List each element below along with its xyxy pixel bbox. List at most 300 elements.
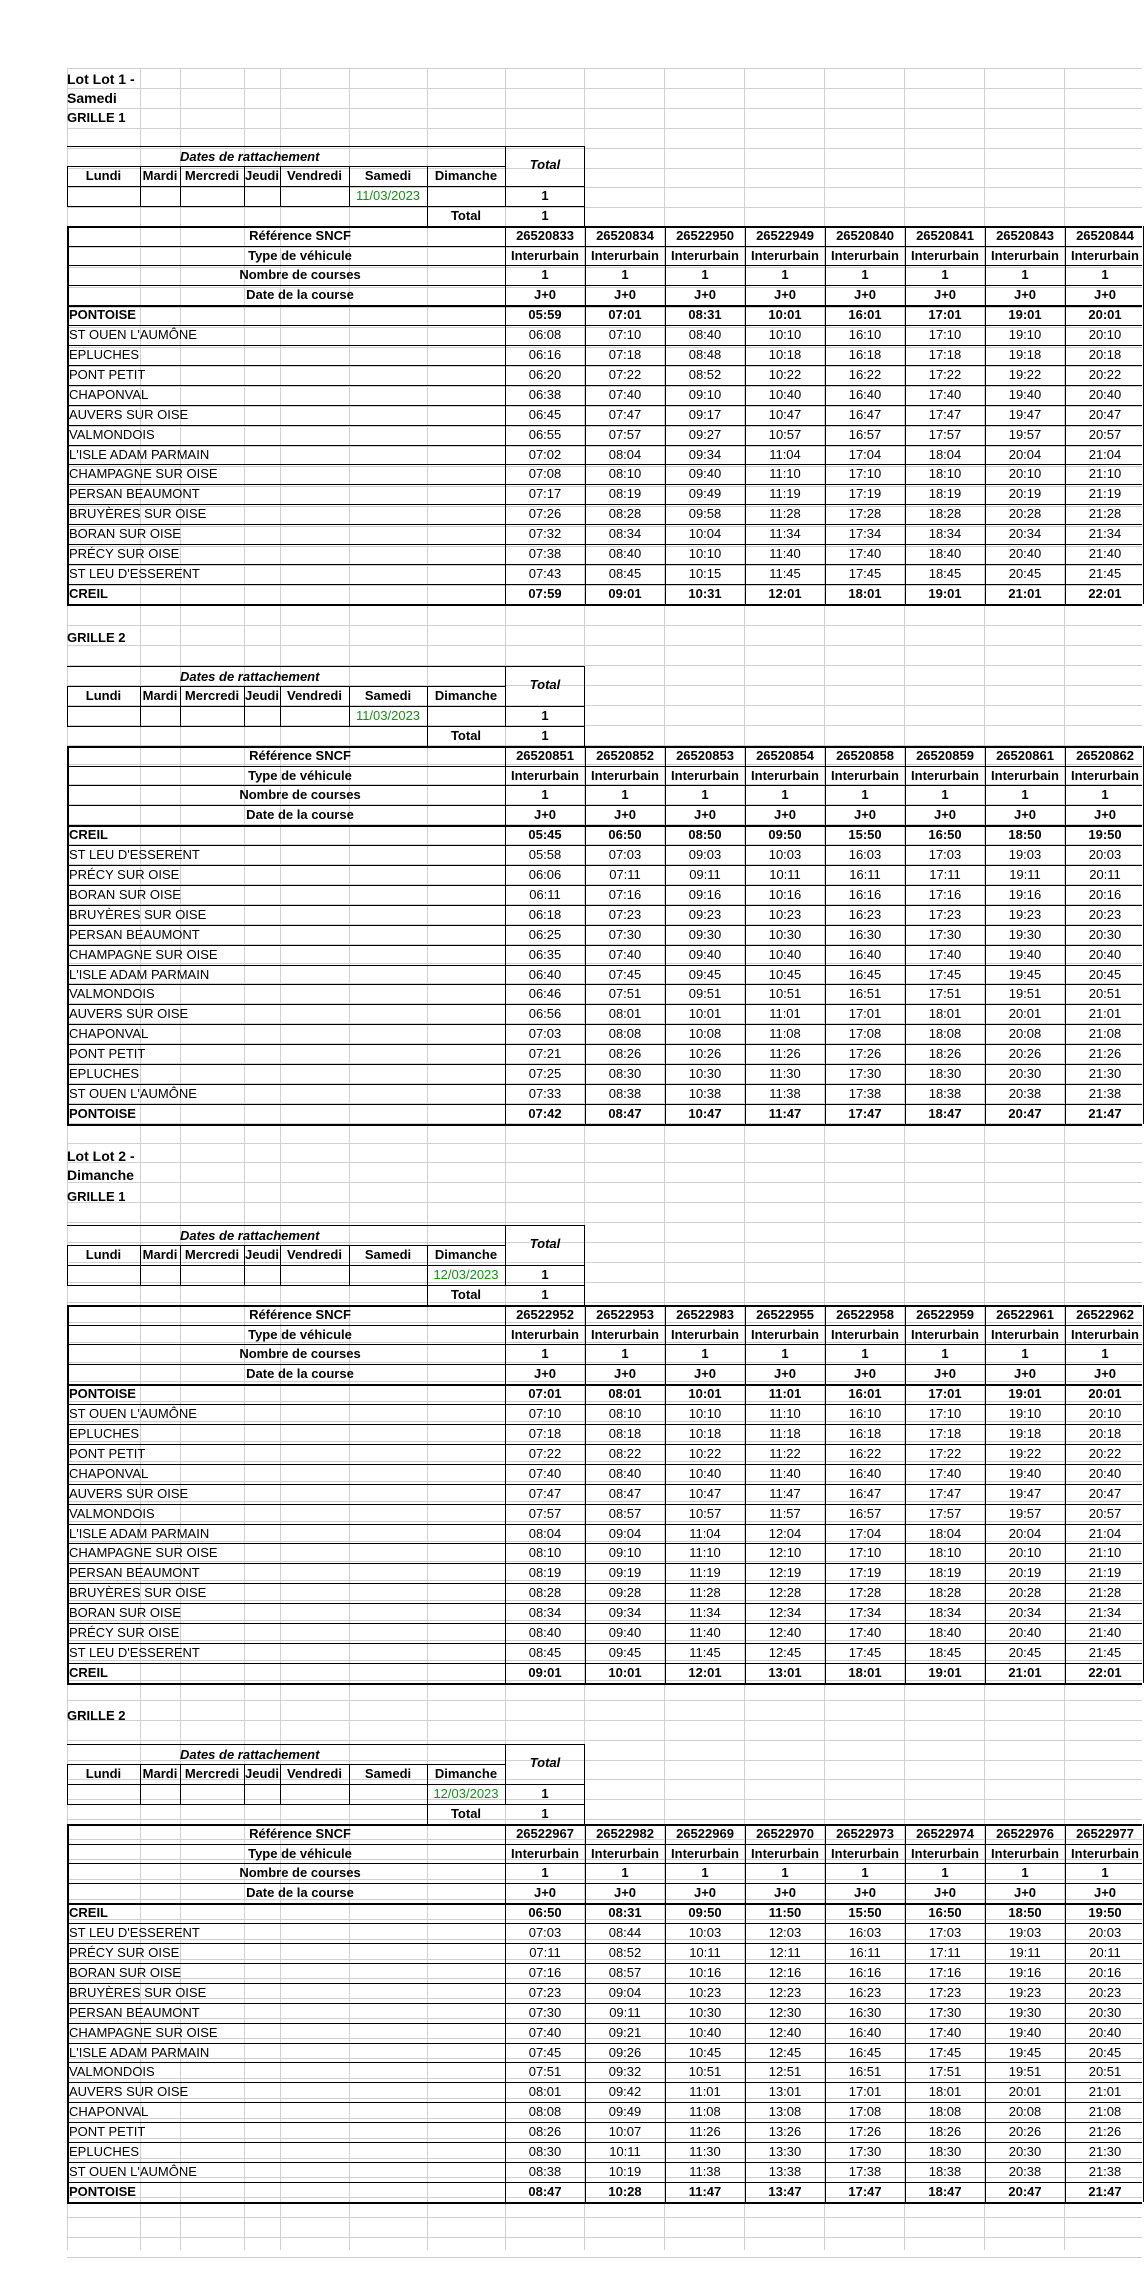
- stop-time: 09:04: [608, 1525, 642, 1541]
- stop-name: PRÉCY SUR OISE: [69, 546, 180, 561]
- vehicle-type: Interurbain: [511, 767, 579, 783]
- stop-name: CHAMPAGNE SUR OISE: [69, 946, 218, 962]
- gridline: [67, 108, 1142, 109]
- stop-time: 07:11: [609, 867, 641, 882]
- stop-time: 10:30: [688, 1066, 722, 1081]
- stop-time: 17:04: [848, 446, 882, 462]
- count-box: [505, 1784, 585, 1805]
- stop-time: 16:11: [849, 1945, 881, 1960]
- stop-time: 17:47: [928, 406, 962, 422]
- rule-line: [67, 746, 1142, 748]
- stop-name: BRUYÈRES SUR OISE: [69, 506, 207, 522]
- stop-time: 08:57: [608, 1964, 642, 1980]
- day-header: Mercredi: [184, 687, 240, 703]
- course-day-offset: J+0: [853, 807, 877, 823]
- course-count: 1: [701, 1346, 709, 1362]
- stop-time: 17:45: [848, 1644, 882, 1660]
- stop-time: 05:45: [528, 827, 562, 843]
- total-header: Total: [529, 157, 561, 172]
- date-course-label: Date de la course: [246, 807, 354, 823]
- course-count: 1: [541, 787, 549, 803]
- course-count: 1: [701, 787, 709, 803]
- stop-time: 16:01: [848, 1386, 882, 1402]
- stop-time: 16:11: [849, 867, 881, 882]
- stop-time: 06:55: [528, 426, 562, 442]
- stop-time: 11:26: [769, 1046, 801, 1062]
- vehicle-type: Interurbain: [991, 1845, 1059, 1861]
- stop-time: 10:30: [768, 926, 802, 942]
- stop-time: 20:04: [1008, 1525, 1042, 1541]
- stop-time: 12:16: [768, 1964, 802, 1980]
- stop-time: 16:23: [848, 906, 882, 922]
- sncf-reference: 26522969: [676, 1825, 734, 1841]
- stop-name: PONTOISE: [69, 307, 136, 323]
- attachment-count: 1: [541, 187, 549, 203]
- stop-time: 18:04: [928, 446, 962, 462]
- day-header: Samedi: [364, 1765, 412, 1781]
- day-header: Mardi: [142, 1246, 178, 1262]
- stop-time: 21:10: [1088, 1545, 1122, 1561]
- stop-time: 18:45: [928, 565, 962, 581]
- stop-time: 12:01: [688, 1664, 722, 1680]
- rule-line: [67, 1245, 505, 1246]
- grille-label: GRILLE 2: [67, 630, 126, 645]
- vehicle-type: Interurbain: [991, 1326, 1059, 1342]
- stop-time: 16:40: [848, 386, 882, 402]
- sncf-reference: 26520841: [916, 227, 974, 243]
- stop-time: 19:01: [1008, 307, 1042, 323]
- vehicle-label: Type de véhicule: [248, 1845, 352, 1861]
- stop-time: 18:01: [928, 1006, 962, 1022]
- stop-time: 07:40: [608, 946, 642, 962]
- stop-time: 08:48: [688, 347, 722, 362]
- stop-time: 20:28: [1008, 1585, 1042, 1601]
- stop-time: 10:57: [688, 1505, 722, 1521]
- gridline: [67, 1282, 1142, 1283]
- rule-line: [985, 1305, 986, 1683]
- stop-time: 07:23: [528, 1984, 562, 2000]
- stop-time: 07:43: [528, 565, 562, 581]
- day-header: Mercredi: [184, 167, 240, 183]
- stop-time: 16:57: [848, 1505, 882, 1521]
- stop-time: 16:57: [848, 426, 882, 442]
- stop-time: 17:03: [928, 1925, 962, 1941]
- stop-name: BRUYÈRES SUR OISE: [69, 906, 207, 922]
- rule-line: [67, 1325, 1142, 1326]
- stop-name: VALMONDOIS: [69, 426, 155, 442]
- stop-name: CREIL: [69, 585, 108, 601]
- stop-time: 20:30: [1008, 1066, 1042, 1081]
- stop-time: 18:30: [928, 1066, 962, 1081]
- stop-time: 21:26: [1088, 2124, 1122, 2140]
- rule-line: [505, 1305, 506, 1683]
- stop-name: PONTOISE: [69, 1386, 136, 1402]
- stop-time: 08:26: [528, 2124, 562, 2140]
- stop-time: 11:08: [689, 2104, 721, 2120]
- course-day-offset: J+0: [853, 1366, 877, 1382]
- ref-label: Référence SNCF: [249, 747, 351, 763]
- stop-time: 18:19: [928, 486, 962, 502]
- course-day-offset: J+0: [693, 807, 717, 823]
- stop-time: 07:40: [528, 2024, 562, 2040]
- stop-time: 17:28: [848, 506, 882, 522]
- vehicle-type: Interurbain: [1071, 767, 1139, 783]
- rule-line: [67, 1305, 1142, 1307]
- stop-time: 20:34: [1008, 1605, 1042, 1621]
- stop-time: 19:16: [1008, 1964, 1042, 1980]
- stop-time: 10:16: [768, 886, 802, 902]
- vehicle-type: Interurbain: [1071, 1326, 1139, 1342]
- stop-name: VALMONDOIS: [69, 1505, 155, 1521]
- day-header: Dimanche: [434, 687, 498, 703]
- day-header: Lundi: [85, 167, 122, 183]
- rule-line: [67, 1305, 69, 1683]
- stop-time: 17:38: [848, 2163, 882, 2179]
- attachment-date: 12/03/2023: [433, 1266, 499, 1282]
- day-header: Samedi: [364, 1246, 412, 1262]
- stop-time: 11:50: [768, 1905, 802, 1921]
- stop-time: 07:40: [528, 1465, 562, 1481]
- stop-time: 16:50: [928, 827, 962, 843]
- gridline: [67, 645, 1142, 646]
- course-count: 1: [781, 1865, 789, 1881]
- course-day-offset: J+0: [613, 807, 637, 823]
- stop-time: 21:01: [1008, 1664, 1042, 1680]
- day-header: Mardi: [142, 167, 178, 183]
- stop-time: 10:28: [608, 2183, 642, 2199]
- stop-name: L'ISLE ADAM PARMAIN: [69, 1525, 210, 1541]
- rule-line: [505, 1824, 506, 2202]
- attachment-count: 1: [541, 707, 549, 723]
- stop-time: 18:08: [928, 2104, 962, 2120]
- stop-time: 21:01: [1088, 2084, 1122, 2100]
- stop-time: 12:03: [768, 1925, 802, 1941]
- course-count: 1: [941, 267, 949, 283]
- rule-line: [825, 1305, 826, 1683]
- stop-time: 11:47: [769, 1485, 801, 1501]
- rule-line: [985, 226, 986, 604]
- stop-time: 09:50: [768, 827, 802, 843]
- stop-time: 16:01: [848, 307, 882, 323]
- stop-time: 11:10: [769, 1406, 801, 1422]
- course-count: 1: [541, 1346, 549, 1362]
- stop-name: EPLUCHES: [69, 347, 140, 362]
- stop-time: 07:45: [528, 2044, 562, 2060]
- stop-time: 09:32: [608, 2064, 642, 2080]
- stop-time: 10:47: [688, 1105, 722, 1121]
- stop-time: 20:40: [1088, 946, 1122, 962]
- stop-name: AUVERS SUR OISE: [69, 1006, 189, 1022]
- stop-time: 20:45: [1008, 565, 1042, 581]
- rule-line: [67, 2202, 1142, 2204]
- stop-name: BORAN SUR OISE: [69, 1964, 181, 1980]
- stop-time: 16:16: [848, 886, 882, 902]
- stop-time: 13:30: [768, 2144, 802, 2159]
- course-day-offset: J+0: [1013, 1366, 1037, 1382]
- stop-time: 19:11: [1009, 867, 1041, 882]
- stop-time: 16:40: [848, 2024, 882, 2040]
- course-count: 1: [941, 1865, 949, 1881]
- stop-time: 19:01: [928, 1664, 962, 1680]
- course-count: 1: [1021, 1346, 1029, 1362]
- ref-label: Référence SNCF: [249, 1825, 351, 1841]
- stop-time: 16:16: [848, 1964, 882, 1980]
- sncf-reference: 26522974: [916, 1825, 974, 1841]
- stop-time: 21:01: [1088, 1006, 1122, 1022]
- count-box: [505, 706, 585, 727]
- stop-time: 20:40: [1088, 2024, 1122, 2040]
- stop-time: 09:50: [688, 1905, 722, 1921]
- rule-line: [67, 1824, 1142, 1826]
- rule-line: [67, 805, 1142, 806]
- stop-time: 19:30: [1008, 926, 1042, 942]
- course-day-offset: J+0: [853, 1885, 877, 1901]
- stop-time: 17:19: [848, 486, 882, 502]
- stop-name: CHAPONVAL: [69, 1465, 149, 1481]
- rule-line: [585, 746, 586, 1124]
- stop-time: 07:45: [608, 966, 642, 982]
- stop-time: 20:51: [1088, 986, 1122, 1002]
- vehicle-type: Interurbain: [591, 1326, 659, 1342]
- stop-time: 17:10: [848, 466, 882, 482]
- stop-time: 09:45: [608, 1644, 642, 1660]
- course-count: 1: [941, 787, 949, 803]
- day-header: Vendredi: [287, 1765, 342, 1781]
- stop-time: 07:26: [528, 506, 562, 522]
- grille-label: GRILLE 1: [67, 1189, 126, 1204]
- stop-time: 08:28: [608, 506, 642, 522]
- vehicle-type: Interurbain: [751, 1845, 819, 1861]
- stop-time: 16:40: [848, 1465, 882, 1481]
- stop-name: ST OUEN L'AUMÔNE: [69, 2163, 197, 2179]
- stop-time: 09:27: [688, 426, 722, 442]
- stop-time: 08:01: [608, 1006, 642, 1022]
- gridline: [67, 1143, 1142, 1144]
- rule-line: [825, 746, 826, 1124]
- stop-time: 17:40: [928, 1465, 962, 1481]
- sncf-reference: 26520861: [996, 747, 1054, 763]
- stop-name: BRUYÈRES SUR OISE: [69, 1585, 207, 1601]
- stop-time: 19:22: [1008, 366, 1042, 382]
- vehicle-label: Type de véhicule: [248, 767, 352, 783]
- vehicle-type: Interurbain: [591, 767, 659, 783]
- stop-time: 21:26: [1088, 1046, 1122, 1062]
- day-header: Jeudi: [245, 1765, 279, 1781]
- stop-time: 16:03: [848, 847, 882, 863]
- course-day-offset: J+0: [853, 287, 877, 303]
- stop-time: 07:03: [528, 1026, 562, 1042]
- stop-time: 19:10: [1008, 327, 1042, 343]
- rule-line: [745, 1824, 746, 2202]
- stop-time: 11:28: [769, 506, 801, 522]
- stop-name: PONT PETIT: [69, 366, 146, 382]
- stop-time: 19:18: [1008, 347, 1042, 362]
- course-count: 1: [781, 1346, 789, 1362]
- stop-time: 21:45: [1088, 1644, 1122, 1660]
- total-value: 1: [541, 727, 549, 743]
- total-header-box: [505, 666, 585, 707]
- stop-time: 18:28: [928, 506, 962, 522]
- stop-time: 09:40: [688, 466, 722, 482]
- stop-time: 21:47: [1088, 2183, 1122, 2199]
- stop-time: 07:21: [528, 1046, 562, 1062]
- stop-time: 10:45: [688, 2044, 722, 2060]
- stop-time: 06:11: [529, 886, 561, 902]
- stop-time: 08:22: [608, 1445, 642, 1461]
- rule-line: [665, 1305, 666, 1683]
- sncf-reference: 26520833: [516, 227, 574, 243]
- stop-time: 09:34: [608, 1605, 642, 1621]
- stop-time: 09:26: [608, 2044, 642, 2060]
- stop-time: 18:50: [1008, 827, 1042, 843]
- stop-time: 17:19: [848, 1565, 882, 1581]
- stop-time: 17:57: [928, 1505, 962, 1521]
- stop-time: 20:45: [1088, 966, 1122, 982]
- stop-time: 07:40: [608, 386, 642, 402]
- stop-time: 11:47: [768, 1105, 802, 1121]
- stop-time: 08:01: [528, 2084, 562, 2100]
- stop-time: 18:28: [928, 1585, 962, 1601]
- stop-time: 17:28: [848, 1585, 882, 1601]
- stop-time: 19:51: [1008, 986, 1042, 1002]
- stop-time: 12:51: [768, 2064, 802, 2080]
- stop-name: ST LEU D'ESSERENT: [69, 1925, 200, 1941]
- sncf-reference: 26520851: [516, 747, 574, 763]
- stop-name: PRÉCY SUR OISE: [69, 1945, 180, 1960]
- stop-name: PONTOISE: [69, 2183, 136, 2199]
- sncf-reference: 26522952: [516, 1306, 574, 1322]
- stop-time: 15:50: [848, 1905, 882, 1921]
- stop-name: EPLUCHES: [69, 2144, 140, 2159]
- stop-time: 10:10: [688, 1406, 722, 1422]
- vehicle-type: Interurbain: [1071, 247, 1139, 263]
- stop-time: 10:23: [688, 1984, 722, 2000]
- stop-time: 10:40: [688, 1465, 722, 1481]
- stop-time: 21:45: [1088, 565, 1122, 581]
- course-count: 1: [621, 787, 629, 803]
- lot-title: Lot Lot 2 - Dimanche: [67, 1148, 135, 1183]
- course-count: 1: [701, 1865, 709, 1881]
- stop-time: 11:22: [769, 1445, 801, 1461]
- stop-time: 16:47: [848, 1485, 882, 1501]
- stop-time: 17:34: [848, 526, 882, 542]
- stop-time: 11:45: [689, 1644, 721, 1660]
- stop-time: 07:03: [528, 1925, 562, 1941]
- stop-time: 18:01: [848, 585, 882, 601]
- stop-time: 11:40: [769, 1465, 801, 1481]
- stop-time: 08:57: [608, 1505, 642, 1521]
- stop-time: 20:30: [1088, 926, 1122, 942]
- total-header-box: [505, 1225, 585, 1266]
- stop-time: 07:10: [608, 327, 642, 343]
- stop-time: 12:23: [768, 1984, 802, 2000]
- gridline: [67, 1700, 1142, 1701]
- vehicle-type: Interurbain: [911, 1845, 979, 1861]
- stop-name: PERSAN BEAUMONT: [69, 486, 200, 502]
- stop-time: 20:38: [1008, 2163, 1042, 2179]
- stop-time: 18:47: [928, 2183, 962, 2199]
- stop-time: 11:01: [689, 2084, 721, 2100]
- stop-time: 05:59: [528, 307, 562, 323]
- stop-time: 06:46: [528, 986, 562, 1002]
- stop-time: 19:47: [1008, 1485, 1042, 1501]
- courses-label: Nombre de courses: [239, 1865, 361, 1881]
- stop-time: 10:18: [768, 347, 802, 362]
- stop-time: 17:38: [848, 1085, 882, 1101]
- sncf-reference: 26522961: [996, 1306, 1054, 1322]
- stop-time: 21:10: [1088, 466, 1122, 482]
- stop-time: 17:01: [928, 1386, 962, 1402]
- stop-time: 08:45: [528, 1644, 562, 1660]
- stop-time: 07:16: [608, 886, 642, 902]
- rule-line: [905, 226, 906, 604]
- stop-time: 16:18: [848, 347, 882, 362]
- stop-time: 17:57: [928, 426, 962, 442]
- ref-label: Référence SNCF: [249, 227, 351, 243]
- sncf-reference: 26522973: [836, 1825, 894, 1841]
- stop-time: 17:23: [928, 1984, 962, 2000]
- rule-line: [585, 1305, 586, 1683]
- stop-time: 21:34: [1088, 1605, 1122, 1621]
- stop-time: 18:26: [928, 1046, 962, 1062]
- stop-time: 07:25: [528, 1066, 562, 1081]
- stop-time: 18:40: [928, 1625, 962, 1640]
- stop-time: 20:38: [1008, 1085, 1042, 1101]
- stop-time: 07:47: [608, 406, 642, 422]
- stop-time: 20:28: [1008, 506, 1042, 522]
- stop-time: 16:50: [928, 1905, 962, 1921]
- rule-line: [67, 1844, 1142, 1845]
- stop-time: 21:38: [1088, 2163, 1122, 2179]
- day-header: Mercredi: [184, 1246, 240, 1262]
- stop-name: CHAMPAGNE SUR OISE: [69, 466, 218, 482]
- stop-time: 08:31: [688, 307, 722, 323]
- stop-time: 21:34: [1088, 526, 1122, 542]
- stop-time: 08:40: [608, 1465, 642, 1481]
- stop-time: 07:01: [528, 1386, 562, 1402]
- course-count: 1: [1101, 787, 1109, 803]
- stop-time: 13:26: [768, 2124, 802, 2140]
- stop-time: 10:51: [768, 986, 802, 1002]
- vehicle-type: Interurbain: [991, 247, 1059, 263]
- stop-time: 10:04: [688, 526, 722, 542]
- rule-line: [745, 1305, 746, 1683]
- stop-time: 21:38: [1088, 1085, 1122, 1101]
- stop-time: 06:18: [528, 906, 562, 922]
- stop-time: 20:10: [1008, 466, 1042, 482]
- stop-time: 20:45: [1088, 2044, 1122, 2060]
- rule-line: [67, 1364, 1142, 1365]
- stop-time: 09:01: [528, 1664, 562, 1680]
- course-day-offset: J+0: [933, 1366, 957, 1382]
- stop-name: ST LEU D'ESSERENT: [69, 1644, 200, 1660]
- course-count: 1: [621, 1865, 629, 1881]
- rule-line: [67, 226, 69, 604]
- course-count: 1: [781, 787, 789, 803]
- stop-time: 11:10: [769, 466, 801, 482]
- course-day-offset: J+0: [613, 1366, 637, 1382]
- stop-time: 08:04: [528, 1525, 562, 1541]
- sncf-reference: 26522967: [516, 1825, 574, 1841]
- stop-time: 21:28: [1088, 506, 1122, 522]
- stop-time: 08:45: [608, 565, 642, 581]
- rule-line: [665, 1824, 666, 2202]
- stop-time: 08:10: [528, 1545, 562, 1561]
- rule-line: [585, 1824, 586, 2202]
- day-header: Mardi: [142, 1765, 178, 1781]
- stop-time: 06:50: [528, 1905, 562, 1921]
- stop-time: 20:01: [1088, 1386, 1122, 1402]
